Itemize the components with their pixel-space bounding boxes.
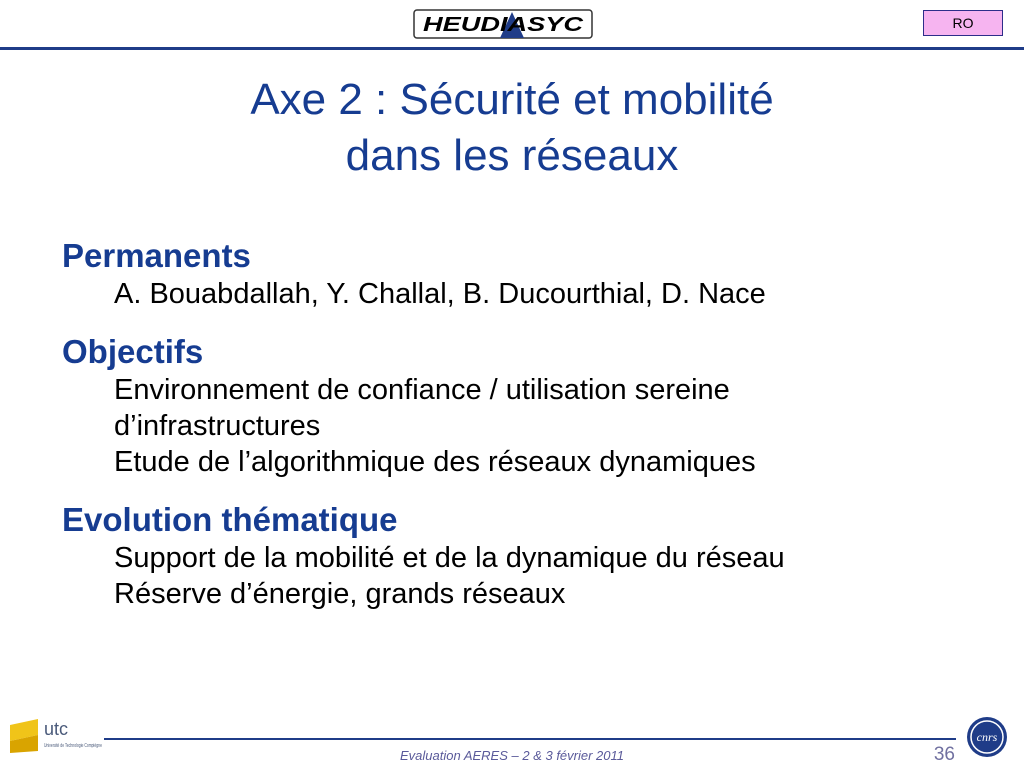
header-rule bbox=[0, 47, 1024, 50]
section-heading-permanents: Permanents bbox=[62, 237, 251, 274]
permanents-item: A. Bouabdallah, Y. Challal, B. Ducourthial, D. Nace bbox=[114, 278, 766, 310]
utc-logo bbox=[8, 717, 104, 755]
page-number: 36 bbox=[933, 744, 955, 765]
section-heading-objectifs: Objectifs bbox=[62, 333, 204, 370]
utc-logo-subtext: Université de Technologie Compiègne bbox=[44, 743, 103, 749]
slide-body bbox=[62, 236, 1002, 612]
footer-text: Evaluation AERES – 2 & 3 février 2011 bbox=[399, 748, 624, 763]
utc-logo-text: utc bbox=[44, 719, 69, 739]
evolution-item-2: Réserve d’énergie, grands réseaux bbox=[114, 578, 566, 610]
slide-title bbox=[0, 72, 1024, 184]
footer-rule bbox=[104, 738, 956, 740]
heudiasyc-logo bbox=[412, 6, 594, 42]
cnrs-logo bbox=[965, 715, 1009, 759]
ro-badge: RO bbox=[923, 10, 1003, 36]
objectifs-item-2: Etude de l’algorithmique des réseaux dynamiques bbox=[114, 446, 756, 478]
cnrs-logo-text: cnrs bbox=[976, 730, 998, 744]
objectifs-item-1: Environnement de confiance / utilisation sereine bbox=[114, 374, 730, 406]
slide-title-line-2: dans les réseaux bbox=[345, 131, 679, 180]
objectifs-item-1-continued: d’infrastructures bbox=[114, 410, 321, 442]
section-heading-evolution: Evolution thématique bbox=[62, 501, 398, 538]
evolution-item-1: Support de la mobilité et de la dynamique du réseau bbox=[114, 542, 785, 574]
heudiasyc-logo-text: HEUDIASYC bbox=[423, 14, 584, 36]
slide-title-line-1: Axe 2 : Sécurité et mobilité bbox=[250, 75, 774, 124]
